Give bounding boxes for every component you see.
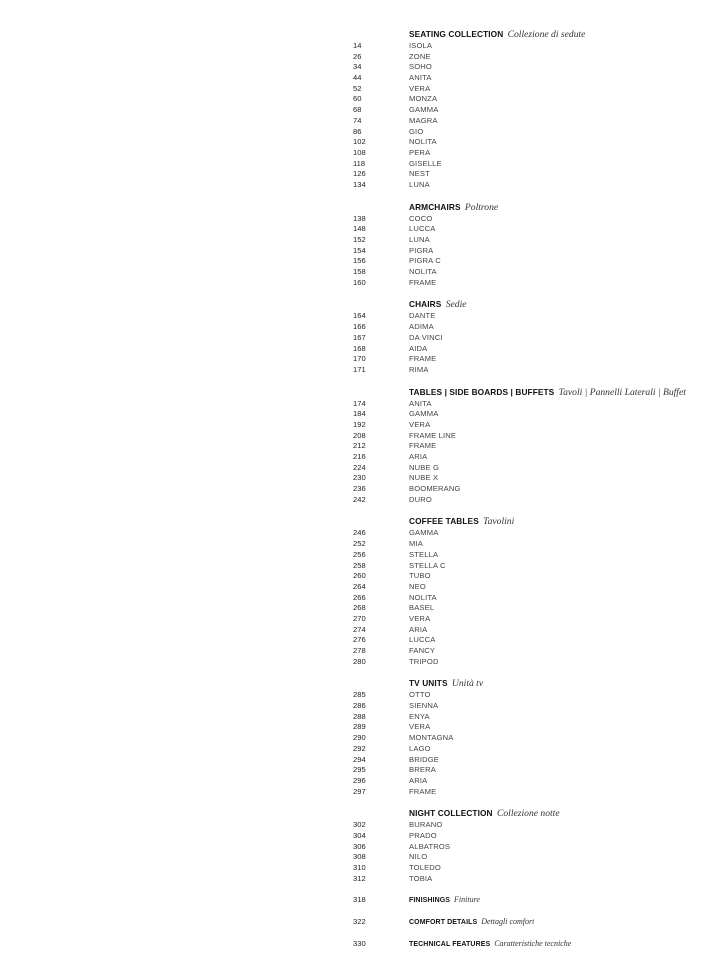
- section-spacer: [353, 667, 705, 677]
- entry-page-number: 266: [353, 592, 366, 602]
- toc-entry[interactable]: [353, 539, 705, 550]
- entry-page-number: 260: [353, 571, 366, 581]
- entry-name: MONTAGNA: [409, 733, 454, 743]
- toc-entry[interactable]: [353, 169, 705, 180]
- toc-entry[interactable]: [353, 441, 705, 452]
- entry-page-number: 302: [353, 820, 366, 830]
- toc-entry[interactable]: [353, 431, 705, 442]
- section-title: [409, 938, 571, 950]
- entry-page-number: 26: [353, 51, 362, 61]
- entry-page-number: 171: [353, 364, 366, 374]
- section-title-it: Tavoli | Pannelli Laterali | Buffet: [558, 386, 686, 398]
- entry-name: PIGRA: [409, 245, 434, 255]
- entry-page-number: 294: [353, 754, 366, 764]
- toc-entry[interactable]: [353, 159, 705, 170]
- section-title-en: CHAIRS: [409, 299, 442, 310]
- toc-section: [353, 677, 705, 797]
- entry-name: MONZA: [409, 94, 438, 104]
- toc-entry[interactable]: [353, 180, 705, 191]
- toc-section: [353, 386, 705, 506]
- entry-name: FRAME: [409, 354, 437, 364]
- entry-page-number: 118: [353, 158, 366, 168]
- toc-entry[interactable]: [353, 399, 705, 410]
- toc-entry[interactable]: [353, 256, 705, 267]
- entry-page-number: 292: [353, 743, 366, 753]
- entry-name: ENYA: [409, 711, 430, 721]
- toc-entry[interactable]: [353, 246, 705, 257]
- entry-page-number: 296: [353, 775, 366, 785]
- entry-name: ZONE: [409, 51, 431, 61]
- entry-name: BURANO: [409, 820, 443, 830]
- entry-name: SOHO: [409, 62, 432, 72]
- entry-name: ISOLA: [409, 41, 433, 50]
- toc-entry[interactable]: [353, 722, 705, 733]
- section-title-it: Unità tv: [451, 678, 484, 690]
- section-title-en: TECHNICAL FEATURES: [409, 941, 491, 949]
- entry-name: PRADO: [409, 830, 437, 840]
- toc-entry[interactable]: [353, 842, 705, 853]
- toc-entry[interactable]: [353, 420, 705, 431]
- section-title: [409, 894, 480, 906]
- section-spacer: [353, 906, 705, 916]
- entry-page-number: 295: [353, 765, 366, 775]
- entry-page-number: 290: [353, 733, 366, 743]
- entry-name: PERA: [409, 147, 431, 157]
- section-spacer: [353, 797, 705, 807]
- toc-entry[interactable]: [353, 831, 705, 842]
- entry-page-number: 86: [353, 126, 362, 136]
- entry-page-number: 208: [353, 430, 366, 440]
- entry-name: NEO: [409, 581, 426, 591]
- entry-page-number: 134: [353, 179, 366, 189]
- section-title: [409, 677, 705, 690]
- toc-section-single: [353, 938, 705, 950]
- entry-name: LUNA: [409, 235, 430, 244]
- entry-name: TOLEDO: [409, 863, 441, 872]
- toc-entry[interactable]: [353, 776, 705, 787]
- entry-name: LUCCA: [409, 635, 436, 645]
- toc-entry[interactable]: [353, 646, 705, 657]
- entry-name: BRIDGE: [409, 754, 440, 764]
- toc-entry[interactable]: [353, 409, 705, 420]
- section-title-en: NIGHT COLLECTION: [409, 808, 493, 819]
- section-title-en: COFFEE TABLES: [409, 516, 479, 527]
- entry-page-number: 168: [353, 343, 366, 353]
- entry-page-number: 258: [353, 560, 366, 570]
- entry-name: FRAME LINE: [409, 430, 457, 440]
- entry-page-number: 274: [353, 624, 366, 634]
- entry-page-number: 310: [353, 863, 366, 872]
- entry-name: BRERA: [409, 765, 436, 775]
- entry-page-number: 286: [353, 701, 366, 711]
- entry-page-number: 184: [353, 409, 366, 419]
- entry-page-number: 256: [353, 549, 366, 559]
- toc-entry[interactable]: [353, 744, 705, 755]
- toc-entry[interactable]: [353, 593, 705, 604]
- entry-page-number: 264: [353, 581, 366, 591]
- entry-name: AIDA: [409, 343, 428, 353]
- toc-entry[interactable]: [353, 62, 705, 73]
- entry-name: LUNA: [409, 179, 430, 189]
- entry-page-number: 242: [353, 494, 366, 504]
- toc-entry[interactable]: [353, 733, 705, 744]
- toc-entry[interactable]: [353, 224, 705, 235]
- entry-name: PIGRA C: [409, 256, 441, 266]
- section-spacer: [353, 928, 705, 938]
- entry-name: ADIMA: [409, 322, 434, 332]
- toc-entry[interactable]: [353, 311, 705, 322]
- toc-section: [353, 201, 705, 289]
- entry-page-number: 14: [353, 41, 362, 50]
- entry-name: DANTE: [409, 311, 436, 321]
- toc-entry[interactable]: [353, 657, 705, 668]
- toc-entry[interactable]: [353, 874, 705, 885]
- toc-entry[interactable]: [353, 235, 705, 246]
- section-title-en: FINISHINGS: [409, 897, 451, 905]
- section-title-it: Collezione notte: [496, 808, 560, 820]
- toc-entry[interactable]: [353, 484, 705, 495]
- entry-name: NOLITA: [409, 267, 437, 277]
- entry-name: VERA: [409, 419, 431, 429]
- toc-entry[interactable]: [353, 625, 705, 636]
- toc-entry[interactable]: [353, 452, 705, 463]
- entry-page-number: 312: [353, 873, 366, 883]
- entry-name: NEST: [409, 169, 430, 179]
- entry-name: BOOMERANG: [409, 484, 461, 494]
- entry-name: MIA: [409, 539, 423, 549]
- entry-page-number: 166: [353, 322, 366, 332]
- section-title-it: Tavolini: [483, 516, 515, 528]
- toc-entry[interactable]: [353, 105, 705, 116]
- toc-entry[interactable]: [353, 116, 705, 127]
- toc-entry[interactable]: [353, 787, 705, 798]
- entry-page-number: 158: [353, 267, 366, 277]
- entry-name: COCO: [409, 213, 433, 223]
- section-title-it: Finiture: [454, 895, 480, 905]
- entry-page-number: 192: [353, 419, 366, 429]
- entry-name: ARIA: [409, 452, 428, 461]
- section-title: [409, 807, 705, 820]
- entry-name: ALBATROS: [409, 841, 451, 851]
- entry-page-number: 304: [353, 830, 366, 840]
- section-spacer: [353, 288, 705, 298]
- toc-entry[interactable]: [353, 701, 705, 712]
- entry-name: TUBO: [409, 571, 431, 581]
- toc-section: [353, 807, 705, 884]
- entry-page-number: 108: [353, 147, 366, 157]
- entry-page-number: 52: [353, 83, 362, 93]
- toc-entry[interactable]: [353, 52, 705, 63]
- section-spacer: [353, 884, 705, 894]
- toc-entry[interactable]: [353, 603, 705, 614]
- entry-name: TOBIA: [409, 873, 433, 883]
- section-title-en: TABLES | SIDE BOARDS | BUFFETS: [409, 386, 555, 397]
- toc-entry[interactable]: [353, 690, 705, 701]
- entry-page-number: 68: [353, 105, 362, 115]
- entry-page-number: 289: [353, 722, 366, 732]
- section-title-it: Dettagli comfort: [481, 917, 535, 927]
- entry-name: DA VINCI: [409, 332, 443, 342]
- entry-name: VERA: [409, 722, 431, 732]
- toc-entry[interactable]: [353, 463, 705, 474]
- toc-entry[interactable]: [353, 712, 705, 723]
- toc-entry[interactable]: [353, 127, 705, 138]
- entry-name: ANITA: [409, 73, 432, 83]
- entry-name: VERA: [409, 83, 431, 93]
- entry-page-number: 126: [353, 169, 366, 179]
- entry-page-number: 330: [353, 939, 366, 949]
- entry-name: GISELLE: [409, 158, 442, 168]
- entry-page-number: 34: [353, 62, 362, 72]
- entry-page-number: 252: [353, 539, 366, 549]
- entry-name: SIENNA: [409, 701, 439, 711]
- entry-name: LUCCA: [409, 224, 436, 234]
- section-title-en: TV UNITS: [409, 678, 448, 689]
- entry-page-number: 270: [353, 613, 366, 623]
- entry-page-number: 154: [353, 245, 366, 255]
- toc-entry[interactable]: [353, 561, 705, 572]
- toc-entry[interactable]: [353, 894, 705, 906]
- toc-entry[interactable]: [353, 473, 705, 484]
- section-title: [409, 28, 705, 41]
- toc-section: [353, 28, 705, 191]
- entry-name: NUBE G: [409, 462, 440, 472]
- entry-page-number: 164: [353, 311, 366, 321]
- section-spacer: [353, 376, 705, 386]
- toc-entry[interactable]: [353, 214, 705, 225]
- entry-page-number: 167: [353, 332, 366, 342]
- entry-page-number: 60: [353, 94, 362, 104]
- entry-page-number: 230: [353, 473, 366, 483]
- entry-name: DURO: [409, 494, 432, 504]
- entry-page-number: 174: [353, 398, 366, 408]
- toc-section-single: [353, 894, 705, 906]
- toc-entry[interactable]: [353, 550, 705, 561]
- entry-page-number: 308: [353, 852, 366, 862]
- entry-name: FRAME: [409, 277, 437, 287]
- entry-name: NOLITA: [409, 592, 437, 602]
- section-title: [409, 201, 705, 214]
- section-title-en: COMFORT DETAILS: [409, 919, 478, 927]
- toc-entry[interactable]: [353, 852, 705, 863]
- entry-page-number: 212: [353, 441, 366, 451]
- toc-section: [353, 298, 705, 375]
- section-title: [409, 515, 705, 528]
- entry-name: ANITA: [409, 398, 432, 408]
- entry-page-number: 170: [353, 354, 366, 364]
- toc-entry[interactable]: [353, 84, 705, 95]
- entry-name: STELLA: [409, 549, 439, 559]
- toc-entry[interactable]: [353, 863, 705, 874]
- entry-page-number: 148: [353, 224, 366, 234]
- entry-name: GAMMA: [409, 105, 439, 115]
- section-title-it: Poltrone: [464, 201, 499, 213]
- entry-name: GAMMA: [409, 409, 439, 419]
- entry-name: MAGRA: [409, 115, 438, 125]
- toc-entry[interactable]: [353, 635, 705, 646]
- toc-entry[interactable]: [353, 582, 705, 593]
- entry-name: VERA: [409, 613, 431, 623]
- entry-name: OTTO: [409, 690, 431, 700]
- section-title: [409, 298, 705, 311]
- entry-page-number: 278: [353, 646, 366, 655]
- toc-entry[interactable]: [353, 278, 705, 289]
- entry-page-number: 152: [353, 235, 366, 244]
- entry-page-number: 216: [353, 452, 366, 461]
- entry-name: FRAME: [409, 441, 437, 451]
- toc-entry[interactable]: [353, 137, 705, 148]
- toc-entry[interactable]: [353, 354, 705, 365]
- toc-entry[interactable]: [353, 148, 705, 159]
- section-title-en: ARMCHAIRS: [409, 201, 461, 212]
- toc-section-single: [353, 916, 705, 928]
- entry-name: ARIA: [409, 624, 428, 634]
- entry-name: RIMA: [409, 364, 429, 374]
- toc-entry[interactable]: [353, 916, 705, 928]
- entry-name: FANCY: [409, 646, 436, 655]
- toc-entry[interactable]: [353, 267, 705, 278]
- entry-page-number: 297: [353, 786, 366, 796]
- toc-entry[interactable]: [353, 495, 705, 506]
- toc-entry[interactable]: [353, 820, 705, 831]
- toc-entry[interactable]: [353, 41, 705, 52]
- entry-page-number: 322: [353, 917, 366, 927]
- entry-page-number: 306: [353, 841, 366, 851]
- entry-page-number: 280: [353, 656, 366, 666]
- entry-page-number: 276: [353, 635, 366, 645]
- toc-entry[interactable]: [353, 94, 705, 105]
- toc-entry[interactable]: [353, 528, 705, 539]
- entry-page-number: 44: [353, 73, 362, 83]
- entry-page-number: 236: [353, 484, 366, 494]
- entry-page-number: 268: [353, 603, 366, 613]
- entry-page-number: 74: [353, 115, 362, 125]
- toc-section: [353, 515, 705, 667]
- section-title: [409, 916, 534, 928]
- entry-page-number: 102: [353, 137, 366, 147]
- entry-page-number: 318: [353, 895, 366, 905]
- section-title-it: Sedie: [445, 299, 467, 311]
- entry-name: FRAME: [409, 786, 437, 796]
- toc-entry[interactable]: [353, 755, 705, 766]
- toc-entry[interactable]: [353, 365, 705, 376]
- entry-name: GAMMA: [409, 528, 439, 538]
- table-of-contents: [353, 28, 705, 950]
- toc-entry[interactable]: [353, 333, 705, 344]
- toc-entry[interactable]: [353, 938, 705, 950]
- section-title-it: Collezione di sedute: [507, 29, 586, 40]
- entry-page-number: 160: [353, 277, 366, 287]
- entry-name: STELLA C: [409, 560, 446, 570]
- section-title-it: Caratteristiche tecniche: [494, 939, 572, 949]
- entry-page-number: 138: [353, 213, 366, 223]
- toc-entry[interactable]: [353, 73, 705, 84]
- section-title-en: SEATING COLLECTION: [409, 29, 504, 39]
- toc-entry[interactable]: [353, 571, 705, 582]
- entry-name: LAGO: [409, 743, 431, 753]
- toc-entry[interactable]: [353, 614, 705, 625]
- entry-name: NUBE X: [409, 473, 439, 483]
- section-title: [409, 386, 705, 399]
- entry-page-number: 285: [353, 690, 366, 700]
- toc-entry[interactable]: [353, 765, 705, 776]
- entry-name: BASEL: [409, 603, 435, 613]
- entry-name: NOLITA: [409, 137, 437, 147]
- entry-name: GIO: [409, 126, 424, 136]
- section-spacer: [353, 505, 705, 515]
- entry-page-number: 246: [353, 528, 366, 538]
- toc-entry[interactable]: [353, 322, 705, 333]
- entry-name: NILO: [409, 852, 428, 862]
- toc-entry[interactable]: [353, 344, 705, 355]
- entry-page-number: 156: [353, 256, 366, 266]
- entry-name: ARIA: [409, 775, 428, 785]
- entry-page-number: 224: [353, 462, 366, 472]
- section-spacer: [353, 191, 705, 201]
- entry-name: TRIPOD: [409, 656, 439, 666]
- entry-page-number: 288: [353, 711, 366, 721]
